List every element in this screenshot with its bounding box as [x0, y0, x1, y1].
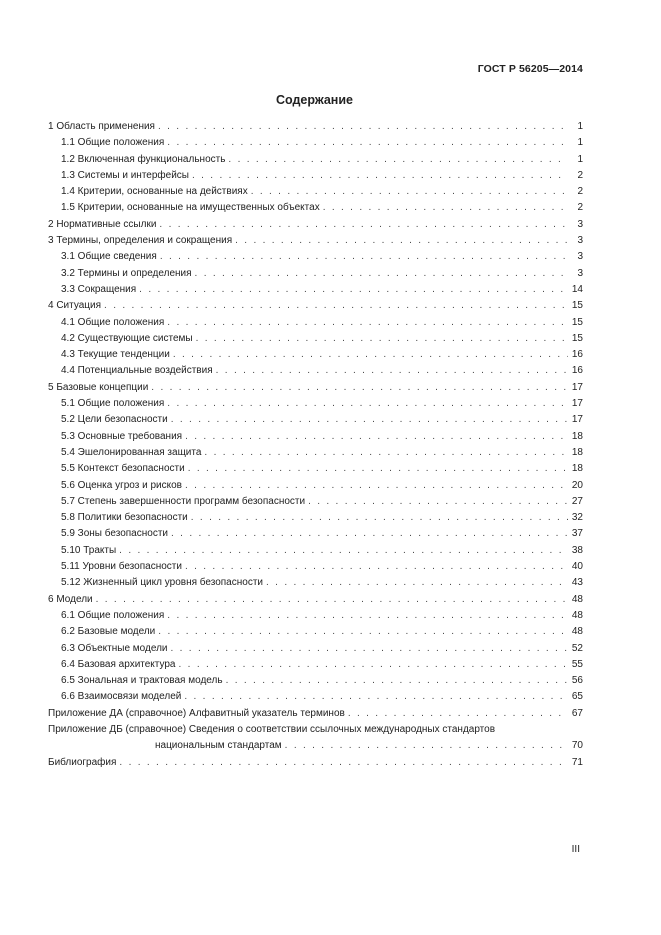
- leader-dots: [196, 331, 568, 347]
- toc-entry[interactable]: [48, 543, 583, 559]
- toc-entry[interactable]: [48, 331, 583, 347]
- leader-dots: [104, 298, 568, 314]
- toc-entry-title: 1.1 Общие положения: [61, 137, 165, 149]
- toc-entry-title: 5.4 Эшелонированная защита: [61, 446, 202, 458]
- leader-dots: [96, 592, 568, 608]
- toc-entry-title: 4.2 Существующие системы: [61, 332, 193, 344]
- toc-entry[interactable]: [48, 347, 583, 363]
- leader-dots: [151, 380, 568, 396]
- toc-entry-title: 6.5 Зональная и трактовая модель: [61, 675, 223, 687]
- toc-entry[interactable]: [48, 494, 583, 510]
- leader-dots: [173, 347, 568, 363]
- toc-entry-title: 3.1 Общие сведения: [61, 251, 157, 263]
- toc-entry-title: 2 Нормативные ссылки: [48, 218, 157, 230]
- toc-entry-page: 18: [571, 446, 583, 458]
- toc-entry-title: 5.8 Политики безопасности: [61, 512, 188, 524]
- toc-entry-page: 55: [571, 658, 583, 670]
- toc-entry-title: Библиография: [48, 756, 117, 768]
- toc-entry-title: 4.4 Потенциальные воздействия: [61, 365, 213, 377]
- toc-entry[interactable]: [48, 249, 583, 265]
- toc-entry-page: 3: [577, 235, 583, 247]
- toc-entry-title-continued: национальным стандартам: [155, 740, 282, 752]
- document-code: ГОСТ Р 56205—2014: [477, 63, 583, 75]
- toc-title: Содержание: [275, 93, 353, 107]
- toc-entry-title: 4.3 Текущие тенденции: [61, 349, 170, 361]
- leader-dots: [119, 755, 568, 771]
- leader-dots: [171, 412, 568, 428]
- toc-entry[interactable]: [48, 412, 583, 428]
- toc-entry-title: 5 Базовые концепции: [48, 381, 149, 393]
- toc-entry-page: 3: [577, 267, 583, 279]
- toc-entry[interactable]: [48, 706, 583, 722]
- toc-entry-page: 40: [571, 561, 583, 573]
- toc-entry[interactable]: [48, 592, 583, 608]
- toc-entry-page: 3: [577, 218, 583, 230]
- toc-entry-title: 5.3 Основные требования: [61, 430, 183, 442]
- toc-entry-title: Приложение ДБ (справочное) Сведения о соответствии ссылочных международных стандартов: [48, 723, 496, 735]
- leader-dots: [192, 168, 568, 184]
- toc-entry-title: 4 Ситуация: [48, 300, 102, 312]
- toc-entry-page: 17: [571, 381, 583, 393]
- leader-dots: [228, 152, 568, 168]
- leader-dots: [188, 461, 568, 477]
- toc-entry[interactable]: [48, 478, 583, 494]
- toc-entry-title: 6.2 Базовые модели: [61, 626, 156, 638]
- toc-entry-page: 16: [571, 349, 583, 361]
- toc-entry[interactable]: [48, 282, 583, 298]
- toc-entry-title: 6.4 Базовая архитектура: [61, 658, 176, 670]
- toc-entry-page: 32: [571, 512, 583, 524]
- toc-entry[interactable]: [48, 624, 583, 640]
- toc-entry-title: 3 Термины, определения и сокращения: [48, 235, 233, 247]
- toc-entry-title: 1.2 Включенная функциональность: [61, 153, 226, 165]
- toc-entry[interactable]: [48, 510, 583, 526]
- toc-entry-title: 5.5 Контекст безопасности: [61, 463, 185, 475]
- leader-dots: [167, 315, 568, 331]
- toc-entry[interactable]: [48, 445, 583, 461]
- toc-entry[interactable]: [48, 266, 583, 282]
- toc-entry-page: 17: [571, 398, 583, 410]
- toc-entry-title: Приложение ДА (справочное) Алфавитный указатель терминов: [48, 707, 345, 719]
- leader-dots: [185, 478, 568, 494]
- toc-entry[interactable]: [48, 184, 583, 200]
- toc-entry[interactable]: [48, 119, 583, 135]
- leader-dots: [160, 249, 568, 265]
- leader-dots: [226, 673, 568, 689]
- toc-entry-page: 16: [571, 365, 583, 377]
- toc-entry-page: 38: [571, 544, 583, 556]
- leader-dots: [170, 641, 568, 657]
- toc-entry[interactable]: [48, 673, 583, 689]
- toc-entry[interactable]: [48, 429, 583, 445]
- toc-entry-title: 6.3 Объектные модели: [61, 642, 168, 654]
- leader-dots: [167, 608, 568, 624]
- leader-dots: [185, 429, 568, 445]
- page-number: III: [571, 844, 580, 855]
- toc-entry-page: 2: [577, 202, 583, 214]
- toc-entry[interactable]: [48, 526, 583, 542]
- toc-entry[interactable]: [48, 575, 583, 591]
- toc-entry-page: 20: [571, 479, 583, 491]
- toc-entry-title: 1.4 Критерии, основанные на действиях: [61, 186, 248, 198]
- leader-dots: [158, 119, 568, 135]
- leader-dots: [285, 738, 568, 754]
- toc-entry-page: 2: [577, 186, 583, 198]
- toc-entry-page: 52: [571, 642, 583, 654]
- toc-entry[interactable]: [48, 135, 583, 151]
- toc-entry-title: 3.3 Сокращения: [61, 283, 137, 295]
- toc-list: [48, 119, 583, 771]
- leader-dots: [119, 543, 568, 559]
- leader-dots: [171, 526, 568, 542]
- toc-entry-page: 67: [571, 707, 583, 719]
- toc-entry-page: 65: [571, 691, 583, 703]
- toc-entry[interactable]: [48, 200, 583, 216]
- toc-entry-title: 5.2 Цели безопасности: [61, 414, 168, 426]
- toc-entry-title: 1.3 Системы и интерфейсы: [61, 169, 189, 181]
- toc-entry[interactable]: [48, 168, 583, 184]
- leader-dots: [204, 445, 568, 461]
- toc-entry-page: 17: [571, 414, 583, 426]
- leader-dots: [235, 233, 568, 249]
- toc-entry-page: 18: [571, 463, 583, 475]
- leader-dots: [323, 200, 568, 216]
- toc-entry-page: 1: [577, 137, 583, 149]
- toc-entry[interactable]: [48, 755, 583, 771]
- leader-dots: [266, 575, 568, 591]
- toc-entry-title: 5.10 Тракты: [61, 544, 117, 556]
- toc-entry-title: 5.12 Жизненный цикл уровня безопасности: [61, 577, 263, 589]
- leader-dots: [167, 396, 568, 412]
- toc-entry-page: 1: [577, 153, 583, 165]
- toc-entry-title: 3.2 Термины и определения: [61, 267, 192, 279]
- toc-entry-title: 1 Область применения: [48, 121, 155, 132]
- toc-entry-title: 4.1 Общие положения: [61, 316, 165, 328]
- leader-dots: [184, 689, 568, 705]
- toc-entry[interactable]: [48, 722, 583, 755]
- toc-entry-title: 5.1 Общие положения: [61, 398, 165, 410]
- leader-dots: [159, 217, 568, 233]
- toc-entry-page: 56: [571, 675, 583, 687]
- toc-entry-page: 15: [571, 316, 583, 328]
- toc-entry[interactable]: [48, 559, 583, 575]
- toc-entry-page: 48: [571, 626, 583, 638]
- leader-dots: [167, 135, 568, 151]
- leader-dots: [216, 363, 568, 379]
- toc-entry[interactable]: [48, 380, 583, 396]
- toc-entry-page: 48: [571, 609, 583, 621]
- toc-entry-page: 14: [571, 283, 583, 295]
- toc-entry-page: 27: [571, 495, 583, 507]
- leader-dots: [191, 510, 568, 526]
- toc-entry[interactable]: [48, 396, 583, 412]
- toc-entry-title: 5.7 Степень завершенности программ безопасности: [61, 495, 306, 507]
- toc-entry[interactable]: [48, 608, 583, 624]
- leader-dots: [308, 494, 568, 510]
- leader-dots: [179, 657, 569, 673]
- toc-entry-title: 1.5 Критерии, основанные на имущественных объектах: [61, 202, 320, 214]
- toc-entry[interactable]: [48, 641, 583, 657]
- toc-entry-title: 6 Модели: [48, 593, 93, 605]
- toc-entry-title: 5.11 Уровни безопасности: [61, 561, 182, 573]
- toc-entry-title: 5.9 Зоны безопасности: [61, 528, 168, 540]
- toc-entry-page: 48: [571, 593, 583, 605]
- toc-entry-page: 18: [571, 430, 583, 442]
- toc-entry-page: 3: [577, 251, 583, 263]
- toc-entry[interactable]: [48, 657, 583, 673]
- toc-entry[interactable]: [48, 363, 583, 379]
- leader-dots: [139, 282, 568, 298]
- leader-dots: [195, 266, 568, 282]
- toc-entry[interactable]: [48, 298, 583, 314]
- toc-entry[interactable]: [48, 233, 583, 249]
- toc-entry[interactable]: [48, 315, 583, 331]
- toc-entry-page: 15: [571, 332, 583, 344]
- toc-entry-title: 6.6 Взаимосвязи моделей: [61, 691, 182, 703]
- toc-entry[interactable]: [48, 152, 583, 168]
- toc-entry-page: 37: [571, 528, 583, 540]
- toc-entry-page: 43: [571, 577, 583, 589]
- toc-entry-page: 71: [571, 756, 583, 768]
- toc-entry-page: 2: [577, 169, 583, 181]
- leader-dots: [251, 184, 568, 200]
- toc-entry[interactable]: [48, 217, 583, 233]
- toc-entry-page: 70: [571, 740, 583, 752]
- toc-entry-title: 6.1 Общие положения: [61, 609, 165, 621]
- toc-entry[interactable]: [48, 461, 583, 477]
- leader-dots: [158, 624, 568, 640]
- toc-entry[interactable]: [48, 689, 583, 705]
- toc-entry-title: 5.6 Оценка угроз и рисков: [61, 479, 182, 491]
- leader-dots: [348, 706, 568, 722]
- toc-entry-page: 15: [571, 300, 583, 312]
- leader-dots: [185, 559, 568, 575]
- toc-entry-page: 1: [577, 121, 583, 132]
